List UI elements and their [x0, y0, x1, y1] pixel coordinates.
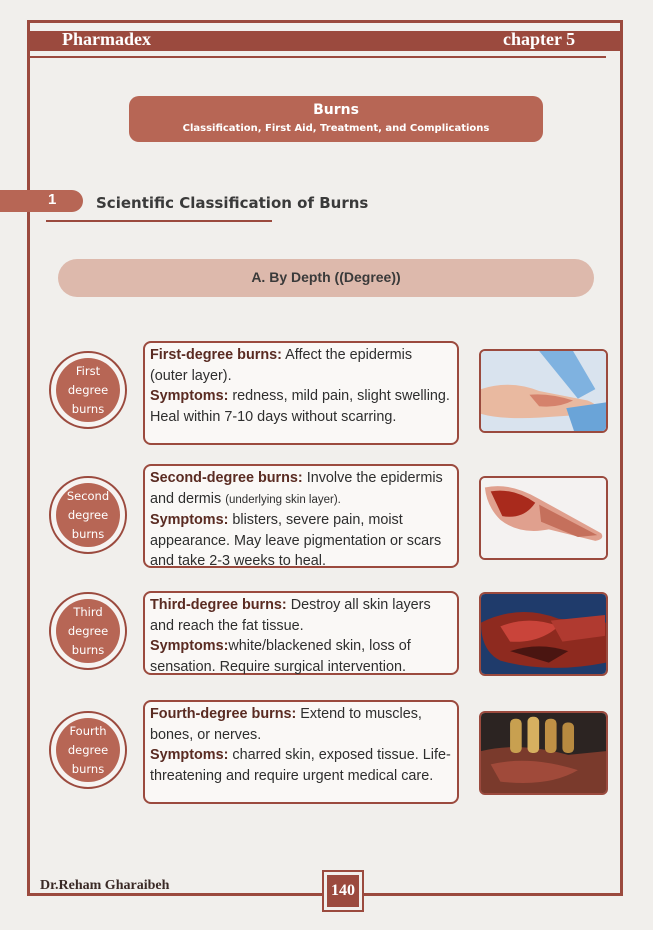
degree-card-second: [143, 464, 459, 568]
subsection-title: A. By Depth ((Degree)): [251, 269, 401, 285]
degree-badge-line: burns: [71, 401, 105, 416]
degree-card-fourth: [143, 700, 459, 804]
degree-badge-line: burns: [71, 642, 105, 657]
header-divider: [30, 56, 606, 58]
second-degree-burn-photo: [479, 476, 608, 560]
third-degree-burn-photo: [479, 592, 608, 676]
subsection-banner: [58, 259, 594, 297]
degree-badge-line: First: [75, 363, 101, 378]
symptoms-label: Symptoms:: [150, 388, 229, 404]
degree-badge-line: degree: [67, 382, 109, 397]
symptoms-text: redness, mild pain, slight swelling. Heal within 7-10 days without scarring.: [150, 388, 450, 425]
degree-badge-fourth: [49, 711, 127, 789]
section-title: Scientific Classification of Burns: [96, 194, 369, 212]
symptoms-text: white/blackened skin, loss of sensation. Require surgical intervention.: [150, 638, 411, 675]
degree-card-third: [143, 591, 459, 675]
degree-description: Destroy all skin layers and reach the fat tissue.: [150, 597, 431, 634]
degree-description: Involve the epidermis and dermis: [150, 470, 443, 507]
degree-heading: Fourth-degree burns:: [150, 706, 297, 722]
symptoms-label: Symptoms:: [150, 512, 229, 528]
degree-card-first: [143, 341, 459, 445]
degree-badge-line: Second: [66, 488, 110, 503]
degree-heading: Second-degree burns:: [150, 470, 303, 486]
degree-description: Affect the epidermis (outer layer).: [150, 347, 413, 384]
degree-heading: First-degree burns:: [150, 347, 282, 363]
page-number-box: [322, 870, 364, 912]
degree-badge-line: degree: [67, 623, 109, 638]
page-number: 140: [327, 875, 359, 907]
degree-badge-second: [49, 476, 127, 554]
title-banner: [129, 96, 543, 142]
degree-description: Extend to muscles, bones, or nerves.: [150, 706, 422, 743]
header-title: Pharmadex: [62, 29, 151, 49]
header-chapter: chapter 5: [503, 29, 576, 49]
symptoms-text: blisters, severe pain, moist appearance. May leave pigmentation or scars and take 2-3 weeks to heal.: [150, 512, 442, 569]
degree-badge-line: burns: [71, 526, 105, 541]
section-number: 1: [48, 191, 57, 208]
page-subtitle: Classification, First Aid, Treatment, and Complications: [182, 123, 490, 134]
symptoms-text: charred skin, exposed tissue. Life-threatening and require urgent medical care.: [150, 747, 451, 784]
section-number-tab: [0, 190, 83, 212]
fourth-degree-burn-photo: [479, 711, 608, 795]
section-divider: [46, 220, 272, 222]
degree-badge-line: burns: [71, 761, 105, 776]
degree-badge-third: [49, 592, 127, 670]
degree-badge-line: degree: [67, 507, 109, 522]
footer-author: Dr.Reham Gharaibeh: [40, 878, 170, 893]
degree-badge-line: Fourth: [69, 723, 107, 738]
symptoms-label: Symptoms:: [150, 747, 229, 763]
symptoms-label: Symptoms:: [150, 638, 229, 654]
degree-badge-line: degree: [67, 742, 109, 757]
degree-heading: Third-degree burns:: [150, 597, 287, 613]
page-title: Burns: [313, 102, 359, 118]
degree-badge-first: [49, 351, 127, 429]
first-degree-burn-photo: [479, 349, 608, 433]
degree-badge-line: Third: [73, 604, 103, 619]
degree-note: (underlying skin layer).: [225, 493, 341, 506]
